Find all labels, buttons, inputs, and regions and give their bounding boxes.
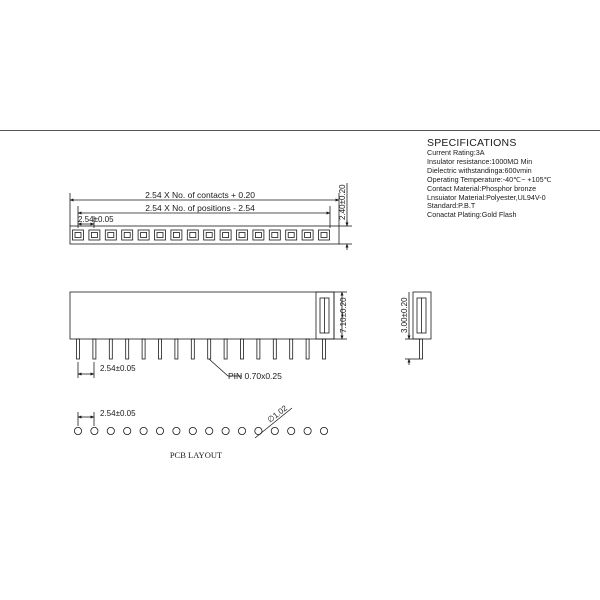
front-pin [175,339,178,359]
top-contact-cell [286,230,297,240]
side-height-label: 3.00±0.20 [400,297,409,333]
pin-size-label: PIN 0.70x0.25 [228,371,282,381]
front-pin [224,339,227,359]
specifications-title: SPECIFICATIONS [427,137,517,149]
positions-length-label: 2.54 X No. of positions - 2.54 [145,203,255,213]
top-view-contacts [73,230,330,240]
pcb-hole [74,427,81,434]
front-pin [77,339,80,359]
top-height-label: 2.40±0.20 [338,184,347,220]
front-pin [290,339,293,359]
front-view-pins [77,339,326,359]
hole-diameter-label: ∅1.02 [265,403,289,425]
pcb-hole [107,427,114,434]
body-height-label: 7.10±0.20 [339,297,348,333]
pcb-hole [320,427,327,434]
front-pin [109,339,112,359]
front-pin [93,339,96,359]
top-contact-cell [138,230,149,240]
spec-insulator-material: Lnsuiator Material:Polyester,UL94V-0 [427,192,546,202]
top-contact-cell [204,230,215,240]
top-pitch-label: 2.54±0.05 [78,215,114,224]
top-contact-cell [319,230,330,240]
front-pin [306,339,309,359]
pcb-hole [222,427,229,434]
spec-current-rating: Current Rating:3A [427,148,485,157]
top-contact-cell [171,230,182,240]
top-contact-cell [302,230,313,240]
front-pitch-label: 2.54±0.05 [100,364,136,373]
pcb-pitch-label: 2.54±0.05 [100,409,136,418]
pcb-hole [304,427,311,434]
top-contact-cell [122,230,133,240]
top-contact-cell [105,230,116,240]
pcb-hole [238,427,245,434]
pcb-hole [206,427,213,434]
pcb-hole [124,427,131,434]
top-contact-cell [155,230,166,240]
side-view-pin [420,339,423,359]
spec-insulator-resistance: Insulator resistance:1000MΩ Min [427,156,533,166]
top-contact-cell [237,230,248,240]
pcb-hole [140,427,147,434]
pcb-hole [156,427,163,434]
top-contact-cell [187,230,198,240]
top-contact-cell [73,230,84,240]
pcb-hole [173,427,180,434]
pcb-hole [288,427,295,434]
front-pin [126,339,129,359]
top-view-body [70,226,339,244]
spec-operating-temperature: Operating Temperature:-40℃~ +105℃ [427,174,552,184]
pcb-layout-label: PCB LAYOUT [169,450,223,460]
front-pin [208,339,211,359]
front-pin [142,339,145,359]
overall-length-label: 2.54 X No. of contacts + 0.20 [145,190,255,200]
side-view-body [413,292,431,339]
pcb-hole [189,427,196,434]
front-view-body [70,292,334,339]
pcb-holes [74,427,327,434]
spec-dielectric: Dielectric withstandinga:600vmin [427,165,532,175]
front-pin [323,339,326,359]
top-contact-cell [269,230,280,240]
front-pin [159,339,162,359]
top-contact-cell [220,230,231,240]
front-pin [257,339,260,359]
pcb-hole [271,427,278,434]
spec-standard: Standard:P.B.T [427,201,476,211]
pcb-hole [91,427,98,434]
front-pin [191,339,194,359]
spec-contact-material: Contact Material:Phosphor bronze [427,183,537,193]
front-pin [241,339,244,359]
top-contact-cell [253,230,264,240]
front-pin [273,339,276,359]
front-end-section [316,292,334,339]
spec-contact-plating: Conactat Plating:Gold Flash [427,210,517,220]
top-contact-cell [89,230,100,240]
